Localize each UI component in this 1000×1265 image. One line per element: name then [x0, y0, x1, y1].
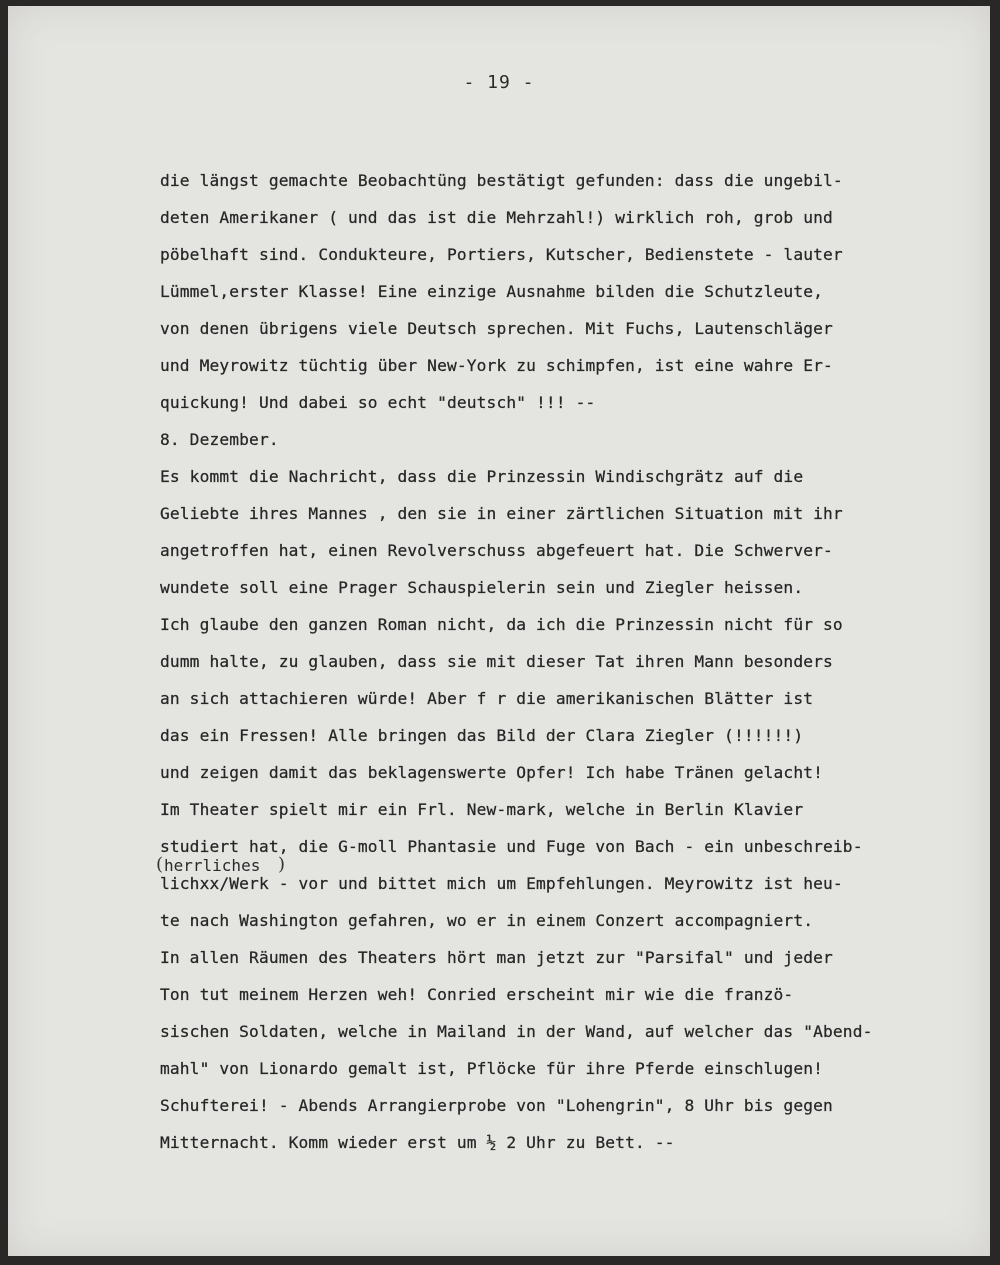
document-page: [8, 6, 990, 1256]
text-line: die längst gemachte Beobachtüng bestätigt gefunden: dass die ungebil-: [160, 171, 843, 190]
text-line: Es kommt die Nachricht, dass die Prinzessin Windischgrätz auf die: [160, 467, 804, 486]
text-line: In allen Räumen des Theaters hört man jetzt zur "Parsifal" und jeder: [160, 948, 833, 967]
text-line: Schufterei! - Abends Arrangierprobe von "Lohengrin", 8 Uhr bis gegen: [160, 1096, 833, 1115]
text-line: und Meyrowitz tüchtig über New-York zu schimpfen, ist eine wahre Er-: [160, 356, 833, 375]
text-line: studiert hat, die G-moll Phantasie und Fuge von Bach - ein unbeschreib-: [160, 837, 863, 856]
text-line: wundete soll eine Prager Schauspielerin sein und Ziegler heissen.: [160, 578, 804, 597]
insertion-bracket: ): [278, 854, 286, 875]
text-line: Ich glaube den ganzen Roman nicht, da ich die Prinzessin nicht für so: [160, 615, 843, 634]
text-line: Im Theater spielt mir ein Frl. New-mark, welche in Berlin Klavier: [160, 800, 804, 819]
text-line: Mitternacht. Komm wieder erst um ½ 2 Uhr zu Bett. --: [160, 1133, 675, 1152]
text-line: von denen übrigens viele Deutsch sprechen. Mit Fuchs, Lautenschläger: [160, 319, 833, 338]
text-line: an sich attachieren würde! Aber f r die amerikanischen Blätter ist: [160, 689, 814, 708]
text-line: angetroffen hat, einen Revolverschuss abgefeuert hat. Die Schwerver-: [160, 541, 833, 560]
text-line: und zeigen damit das beklagenswerte Opfer! Ich habe Tränen gelacht!: [160, 763, 824, 782]
text-line: lichxx/Werk - vor und bittet mich um Empfehlungen. Meyrowitz ist heu-: [160, 874, 843, 893]
page-number: - 19 -: [463, 72, 535, 93]
text-line: deten Amerikaner ( und das ist die Mehrzahl!) wirklich roh, grob und: [160, 208, 833, 227]
text-line: Lümmel,erster Klasse! Eine einzige Ausnahme bilden die Schutzleute,: [160, 282, 824, 301]
text-line: dumm halte, zu glauben, dass sie mit dieser Tat ihren Mann besonders: [160, 652, 833, 671]
text-line: Ton tut meinem Herzen weh! Conried erscheint mir wie die franzö-: [160, 985, 794, 1004]
insertion-bracket: (: [156, 854, 164, 875]
text-line: Geliebte ihres Mannes , den sie in einer zärtlichen Situation mit ihr: [160, 504, 843, 523]
text-line: te nach Washington gefahren, wo er in einem Conzert accompagniert.: [160, 911, 814, 930]
text-line: das ein Fressen! Alle bringen das Bild der Clara Ziegler (!!!!!!): [160, 726, 804, 745]
text-line: sischen Soldaten, welche in Mailand in der Wand, auf welcher das "Abend-: [160, 1022, 873, 1041]
date-heading: 8. Dezember.: [160, 430, 279, 449]
text-line: pöbelhaft sind. Condukteure, Portiers, Kutscher, Bedienstete - lauter: [160, 245, 843, 264]
handwritten-insertion: herrliches: [164, 856, 261, 875]
text-line: mahl" von Lionardo gemalt ist, Pflöcke für ihre Pferde einschlugen!: [160, 1059, 824, 1078]
text-line: quickung! Und dabei so echt "deutsch" !!! --: [160, 393, 596, 412]
